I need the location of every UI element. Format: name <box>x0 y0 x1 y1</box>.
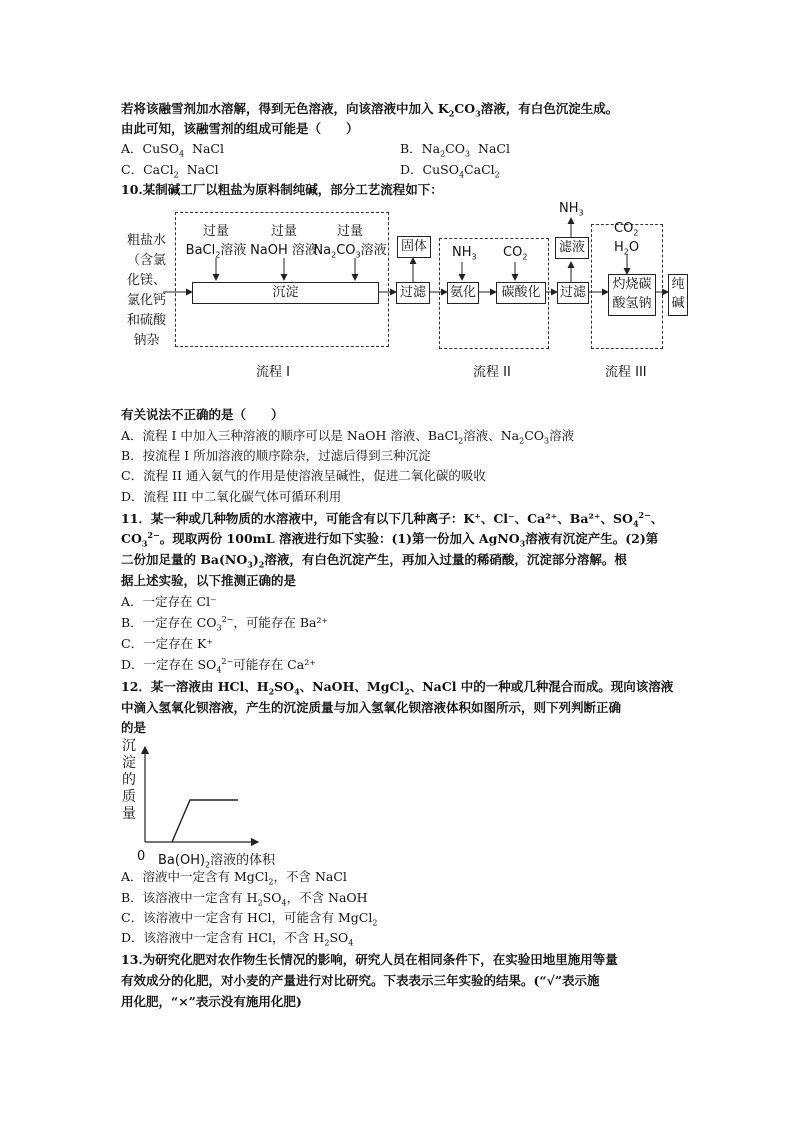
q10-ask: 有关说法不正确的是（ ） <box>121 407 284 422</box>
co2-label-1: $CO_2$ <box>503 245 528 262</box>
calcine-box: 灼烧碳 酸氢钠 <box>608 274 656 316</box>
q12-line1: 12．某一溶液由 HCl、$H_2SO_4$、NaOH、MgCl$_2$、NaCl 中的一种或几种混合而成。现向该溶液 <box>121 679 674 697</box>
q9-option-b: B．$Na_2CO_3$ NaCl <box>400 141 510 159</box>
q11-option-c: C．一定存在 K⁺ <box>121 636 213 651</box>
q13-line2: 有效成分的化肥，对小麦的产量进行对比研究。下表表示三年实验的结果。(“√”表示施 <box>121 973 600 988</box>
carbonation-box: 碳酸化 <box>496 282 546 304</box>
q11-line1: 11．某一种或几种物质的水溶液中，可能含有以下几种离子：K⁺、Cl⁻、Ca²⁺、Ba²⁺、$SO_4^{2-}$、 <box>121 509 664 529</box>
filter-box-1: 过滤 <box>396 282 430 304</box>
q9-option-c: C．CaCl$_2$ NaCl <box>121 162 219 180</box>
q13-line3: 用化肥，“×”表示没有施用化肥) <box>121 994 302 1009</box>
filtrate-box: 滤液 <box>555 237 589 259</box>
filter-box-2: 过滤 <box>557 282 589 304</box>
co2-label-2: $CO_2$ <box>614 221 639 238</box>
soda-box: 纯 碱 <box>668 274 688 316</box>
ammoniation-box: 氨化 <box>447 282 479 304</box>
h2o-label: $H_2O$ <box>614 240 640 257</box>
q11-option-b: B．一定存在 $CO_3^{2-}$，可能存在 Ba²⁺ <box>121 614 329 633</box>
q10-option-b: B．按流程 I 所加溶液的顺序除杂，过滤后得到三种沉淀 <box>121 448 431 463</box>
q11-line4: 据上述实验，以下推测正确的是 <box>121 573 297 588</box>
excess-bacl2-label: 过量 BaCl$_2$溶液 <box>185 224 247 260</box>
q10-stem: 10.某制碱工厂以粗盐为原料制纯碱，部分工艺流程如下： <box>121 182 443 197</box>
q12-option-a: A．溶液中一定含有 MgCl$_2$，不含 NaCl <box>121 869 347 887</box>
stage1-label: 流程 I <box>256 365 290 380</box>
q9-stem-line2: 由此可知，该融雪剂的组成可能是（ ） <box>121 121 359 136</box>
q10-option-d: D．流程 III 中二氧化碳气体可循环利用 <box>121 489 342 504</box>
excess-na2co3-label: 过量 $Na_2CO_3$溶液 <box>313 224 387 260</box>
solid-box: 固体 <box>397 236 431 258</box>
q10-option-c: C．流程 II 通入氨气的作用是使溶液呈碱性，促进二氧化碳的吸收 <box>121 468 486 483</box>
graph-x-label: $Ba(OH)_2$溶液的体积 <box>158 853 276 870</box>
q9-option-d: D．CuSO$_4$CaCl$_2$ <box>400 162 500 180</box>
excess-naoh-label: 过量 NaOH 溶液 <box>250 224 318 258</box>
raw-material-label: 粗盐水 （含氯 化镁、 氯化钙 和硫酸 钠杂 <box>127 233 167 348</box>
q12-option-c: C．该溶液中一定含有 HCl，可能含有 MgCl$_2$ <box>121 910 378 928</box>
q11-line3: 二份加足量的 $Ba(NO_3)_2$溶液，有白色沉淀产生，再加入过量的稀硝酸，沉淀部分溶解。根 <box>121 552 627 570</box>
q12-line2: 中滴入氢氧化钡溶液，产生的沉淀质量与加入氢氧化钡溶液体积如图所示，则下列判断正确 <box>121 700 622 715</box>
q11-line2: $CO_3^{2-}$。现取两份 100mL 溶液进行如下实验：(1)第一份加入 AgNO$_3$溶液有沉淀产生。(2)第 <box>121 529 659 549</box>
graph-y-label: 沉 淀 的 质 量 <box>122 738 136 822</box>
q11-option-a: A．一定存在 Cl⁻ <box>121 594 217 609</box>
q12-option-d: D．该溶液中一定含有 HCl，不含 $H_2SO_4$ <box>121 930 354 948</box>
q12-option-b: B．该溶液中一定含有 $H_2SO_4$，不含 NaOH <box>121 890 368 908</box>
q9-stem-line1: 若将该融雪剂加水溶解，得到无色溶液，向该溶液中加入 $K_2CO_3$溶液，有白色沉淀生成。 <box>121 101 619 119</box>
q11-option-d: D．一定存在 $SO_4^{2-}$可能存在 Ca²⁺ <box>121 656 316 675</box>
q10-option-a: A．流程 I 中加入三种溶液的顺序可以是 NaOH 溶液、BaCl$_2$溶液、$Na_2CO_3$溶液 <box>121 428 575 446</box>
graph-origin-label: 0 <box>137 849 146 864</box>
stage2-label: 流程 II <box>473 365 511 380</box>
stage3-label: 流程 III <box>605 365 647 380</box>
nh3-label-1: $NH_3$ <box>452 245 477 262</box>
precipitate-box: 沉淀 <box>192 282 379 304</box>
nh3-label-2: $NH_3$ <box>559 201 584 218</box>
q13-line1: 13.为研究化肥对农作物生长情况的影响，研究人员在相同条件下，在实验田地里施用等量 <box>121 952 618 967</box>
q9-option-a: A．CuSO$_4$ NaCl <box>121 141 224 159</box>
q12-line3: 的是 <box>121 720 147 735</box>
